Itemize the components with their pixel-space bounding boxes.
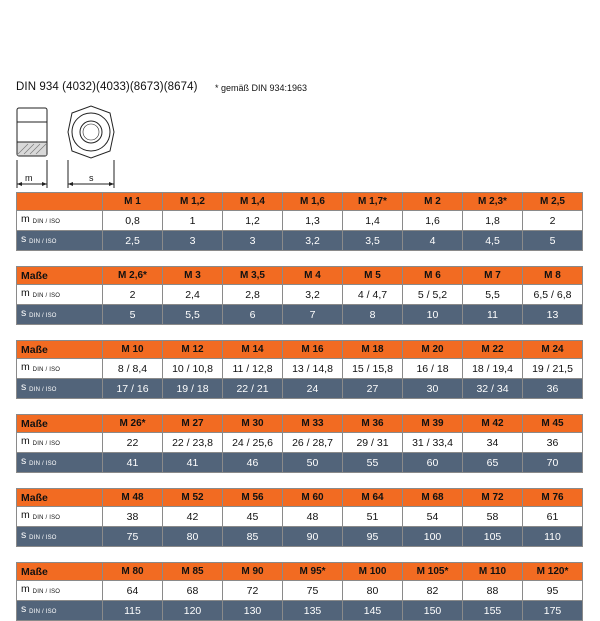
s-symbol: s (21, 233, 27, 245)
size-table (16, 266, 583, 325)
table-header-row (17, 341, 583, 359)
m-value-cell: 22 (103, 433, 163, 453)
thread-size-cell: M 30 (223, 415, 283, 433)
m-symbol: m (21, 583, 30, 595)
s-value-cell: 3 (223, 231, 283, 251)
m-value-cell: 3,2 (283, 285, 343, 305)
m-label-cell (17, 507, 103, 527)
thread-size-cell: M 8 (523, 267, 583, 285)
s-value-cell: 55 (343, 453, 403, 473)
thread-size-cell: M 95* (283, 563, 343, 581)
table-header-row (17, 563, 583, 581)
s-symbol: s (21, 455, 27, 467)
m-value-cell: 13 / 14,8 (283, 359, 343, 379)
size-table (16, 414, 583, 473)
s-value-cell: 5 (103, 305, 163, 325)
s-value-cell: 36 (523, 379, 583, 399)
m-symbol: m (21, 361, 30, 373)
m-value-cell: 61 (523, 507, 583, 527)
din-iso-subscript: DIN / ISO (29, 535, 57, 541)
thread-size-cell: M 10 (103, 341, 163, 359)
dimension-s-label: s (89, 173, 94, 183)
m-row (17, 507, 583, 527)
s-value-cell: 27 (343, 379, 403, 399)
thread-size-cell: M 76 (523, 489, 583, 507)
s-value-cell: 6 (223, 305, 283, 325)
s-value-cell: 100 (403, 527, 463, 547)
din-iso-subscript: DIN / ISO (29, 461, 57, 467)
m-label-cell (17, 433, 103, 453)
s-label-cell (17, 527, 103, 547)
thread-size-cell: M 1,2 (163, 193, 223, 211)
thread-size-cell: M 26* (103, 415, 163, 433)
table-gap (16, 473, 582, 488)
header-label-cell: Maße (17, 563, 103, 581)
thread-size-cell: M 24 (523, 341, 583, 359)
m-value-cell: 95 (523, 581, 583, 601)
thread-size-cell: M 4 (283, 267, 343, 285)
m-value-cell: 15 / 15,8 (343, 359, 403, 379)
thread-size-cell: M 3,5 (223, 267, 283, 285)
m-value-cell: 42 (163, 507, 223, 527)
m-value-cell: 11 / 12,8 (223, 359, 283, 379)
m-value-cell: 1,4 (343, 211, 403, 231)
thread-size-cell: M 33 (283, 415, 343, 433)
s-value-cell: 8 (343, 305, 403, 325)
m-value-cell: 6,5 / 6,8 (523, 285, 583, 305)
s-value-cell: 135 (283, 601, 343, 621)
thread-size-cell: M 6 (403, 267, 463, 285)
thread-size-cell: M 1 (103, 193, 163, 211)
thread-size-cell: M 2,3* (463, 193, 523, 211)
m-value-cell: 4 / 4,7 (343, 285, 403, 305)
s-value-cell: 7 (283, 305, 343, 325)
size-table (16, 340, 583, 399)
thread-size-cell: M 2 (403, 193, 463, 211)
s-value-cell: 22 / 21 (223, 379, 283, 399)
table-gap (16, 399, 582, 414)
m-symbol: m (21, 435, 30, 447)
m-row (17, 359, 583, 379)
m-value-cell: 5,5 (463, 285, 523, 305)
table-gap (16, 325, 582, 340)
s-row (17, 527, 583, 547)
nut-drawings (0, 100, 140, 192)
footnote: * gemäß DIN 934:1963 (215, 83, 308, 93)
s-value-cell: 130 (223, 601, 283, 621)
m-value-cell: 1 (163, 211, 223, 231)
din-iso-subscript: DIN / ISO (29, 609, 57, 615)
m-label-cell (17, 359, 103, 379)
m-value-cell: 18 / 19,4 (463, 359, 523, 379)
s-value-cell: 3,5 (343, 231, 403, 251)
table-header-row (17, 489, 583, 507)
s-value-cell: 145 (343, 601, 403, 621)
m-value-cell: 80 (343, 581, 403, 601)
m-value-cell: 64 (103, 581, 163, 601)
thread-size-cell: M 60 (283, 489, 343, 507)
thread-size-cell: M 12 (163, 341, 223, 359)
s-symbol: s (21, 603, 27, 615)
table-gap (16, 251, 582, 266)
thread-size-cell: M 36 (343, 415, 403, 433)
thread-size-cell: M 68 (403, 489, 463, 507)
s-value-cell: 75 (103, 527, 163, 547)
m-value-cell: 82 (403, 581, 463, 601)
thread-size-cell: M 27 (163, 415, 223, 433)
thread-size-cell: M 5 (343, 267, 403, 285)
m-value-cell: 54 (403, 507, 463, 527)
standard-title: DIN 934 (4032)(4033)(8673)(8674) (16, 81, 198, 93)
s-label-cell (17, 601, 103, 621)
m-value-cell: 10 / 10,8 (163, 359, 223, 379)
m-value-cell: 51 (343, 507, 403, 527)
thread-size-cell: M 45 (523, 415, 583, 433)
m-value-cell: 34 (463, 433, 523, 453)
s-value-cell: 105 (463, 527, 523, 547)
m-value-cell: 1,2 (223, 211, 283, 231)
s-label-cell (17, 305, 103, 325)
s-row (17, 453, 583, 473)
din-iso-subscript: DIN / ISO (32, 515, 61, 521)
thread-size-cell: M 2,5 (523, 193, 583, 211)
header-label-cell (17, 193, 103, 211)
din-iso-subscript: DIN / ISO (32, 367, 61, 373)
m-value-cell: 22 / 23,8 (163, 433, 223, 453)
thread-size-cell: M 85 (163, 563, 223, 581)
m-value-cell: 16 / 18 (403, 359, 463, 379)
m-value-cell: 72 (223, 581, 283, 601)
size-table (16, 488, 583, 547)
s-value-cell: 2,5 (103, 231, 163, 251)
s-value-cell: 115 (103, 601, 163, 621)
s-value-cell: 3 (163, 231, 223, 251)
thread-size-cell: M 18 (343, 341, 403, 359)
m-value-cell: 48 (283, 507, 343, 527)
s-label-cell (17, 379, 103, 399)
m-row (17, 211, 583, 231)
table-header-row (17, 193, 583, 211)
s-value-cell: 110 (523, 527, 583, 547)
thread-size-cell: M 56 (223, 489, 283, 507)
thread-size-cell: M 52 (163, 489, 223, 507)
s-value-cell: 70 (523, 453, 583, 473)
s-row (17, 305, 583, 325)
din-iso-subscript: DIN / ISO (32, 441, 61, 447)
m-value-cell: 58 (463, 507, 523, 527)
s-value-cell: 60 (403, 453, 463, 473)
s-value-cell: 32 / 34 (463, 379, 523, 399)
din-iso-subscript: DIN / ISO (32, 293, 61, 299)
header-label-cell: Maße (17, 489, 103, 507)
m-value-cell: 26 / 28,7 (283, 433, 343, 453)
din-iso-subscript: DIN / ISO (29, 387, 57, 393)
thread-size-cell: M 20 (403, 341, 463, 359)
din-iso-subscript: DIN / ISO (32, 219, 61, 225)
m-row (17, 433, 583, 453)
thread-size-cell: M 22 (463, 341, 523, 359)
m-row (17, 581, 583, 601)
m-value-cell: 68 (163, 581, 223, 601)
s-symbol: s (21, 307, 27, 319)
thread-size-cell: M 39 (403, 415, 463, 433)
thread-size-cell: M 14 (223, 341, 283, 359)
thread-size-cell: M 72 (463, 489, 523, 507)
s-symbol: s (21, 529, 27, 541)
m-value-cell: 2,8 (223, 285, 283, 305)
din-iso-subscript: DIN / ISO (29, 239, 57, 245)
m-value-cell: 38 (103, 507, 163, 527)
thread-size-cell: M 7 (463, 267, 523, 285)
m-symbol: m (21, 213, 30, 225)
thread-size-cell: M 90 (223, 563, 283, 581)
s-value-cell: 50 (283, 453, 343, 473)
s-value-cell: 175 (523, 601, 583, 621)
m-value-cell: 1,3 (283, 211, 343, 231)
thread-size-cell: M 120* (523, 563, 583, 581)
m-value-cell: 2,4 (163, 285, 223, 305)
thread-size-cell: M 1,6 (283, 193, 343, 211)
s-value-cell: 4,5 (463, 231, 523, 251)
thread-size-cell: M 16 (283, 341, 343, 359)
m-value-cell: 0,8 (103, 211, 163, 231)
m-value-cell: 24 / 25,6 (223, 433, 283, 453)
thread-size-cell: M 105* (403, 563, 463, 581)
din-iso-subscript: DIN / ISO (29, 313, 57, 319)
m-value-cell: 19 / 21,5 (523, 359, 583, 379)
m-label-cell (17, 285, 103, 305)
thread-size-cell: M 42 (463, 415, 523, 433)
s-value-cell: 80 (163, 527, 223, 547)
s-value-cell: 13 (523, 305, 583, 325)
s-value-cell: 41 (163, 453, 223, 473)
m-value-cell: 75 (283, 581, 343, 601)
size-table (16, 192, 583, 251)
m-value-cell: 2 (103, 285, 163, 305)
header-label-cell: Maße (17, 341, 103, 359)
m-value-cell: 45 (223, 507, 283, 527)
thread-size-cell: M 2,6* (103, 267, 163, 285)
s-value-cell: 46 (223, 453, 283, 473)
s-value-cell: 11 (463, 305, 523, 325)
m-symbol: m (21, 509, 30, 521)
s-value-cell: 65 (463, 453, 523, 473)
s-value-cell: 17 / 16 (103, 379, 163, 399)
s-value-cell: 85 (223, 527, 283, 547)
m-value-cell: 8 / 8,4 (103, 359, 163, 379)
s-label-cell (17, 453, 103, 473)
header-label-cell: Maße (17, 415, 103, 433)
s-value-cell: 19 / 18 (163, 379, 223, 399)
m-value-cell: 29 / 31 (343, 433, 403, 453)
s-value-cell: 24 (283, 379, 343, 399)
table-gap (16, 547, 582, 562)
m-value-cell: 5 / 5,2 (403, 285, 463, 305)
s-value-cell: 90 (283, 527, 343, 547)
m-value-cell: 1,8 (463, 211, 523, 231)
m-label-cell (17, 211, 103, 231)
thread-size-cell: M 48 (103, 489, 163, 507)
s-value-cell: 120 (163, 601, 223, 621)
thread-size-cell: M 3 (163, 267, 223, 285)
s-value-cell: 150 (403, 601, 463, 621)
size-table (16, 562, 583, 621)
dimension-tables (16, 192, 582, 621)
thread-size-cell: M 80 (103, 563, 163, 581)
m-value-cell: 88 (463, 581, 523, 601)
din-iso-subscript: DIN / ISO (32, 589, 61, 595)
s-value-cell: 3,2 (283, 231, 343, 251)
s-row (17, 601, 583, 621)
s-value-cell: 30 (403, 379, 463, 399)
s-label-cell (17, 231, 103, 251)
m-label-cell (17, 581, 103, 601)
s-symbol: s (21, 381, 27, 393)
header-label-cell: Maße (17, 267, 103, 285)
s-row (17, 379, 583, 399)
m-row (17, 285, 583, 305)
s-value-cell: 4 (403, 231, 463, 251)
thread-size-cell: M 1,4 (223, 193, 283, 211)
s-value-cell: 41 (103, 453, 163, 473)
m-value-cell: 31 / 33,4 (403, 433, 463, 453)
thread-size-cell: M 110 (463, 563, 523, 581)
s-value-cell: 95 (343, 527, 403, 547)
s-row (17, 231, 583, 251)
thread-size-cell: M 1,7* (343, 193, 403, 211)
m-value-cell: 36 (523, 433, 583, 453)
thread-size-cell: M 64 (343, 489, 403, 507)
s-value-cell: 5 (523, 231, 583, 251)
table-header-row (17, 415, 583, 433)
m-value-cell: 1,6 (403, 211, 463, 231)
dimension-m-label: m (25, 173, 33, 183)
thread-size-cell: M 100 (343, 563, 403, 581)
table-header-row (17, 267, 583, 285)
m-symbol: m (21, 287, 30, 299)
s-value-cell: 5,5 (163, 305, 223, 325)
m-value-cell: 2 (523, 211, 583, 231)
s-value-cell: 155 (463, 601, 523, 621)
s-value-cell: 10 (403, 305, 463, 325)
